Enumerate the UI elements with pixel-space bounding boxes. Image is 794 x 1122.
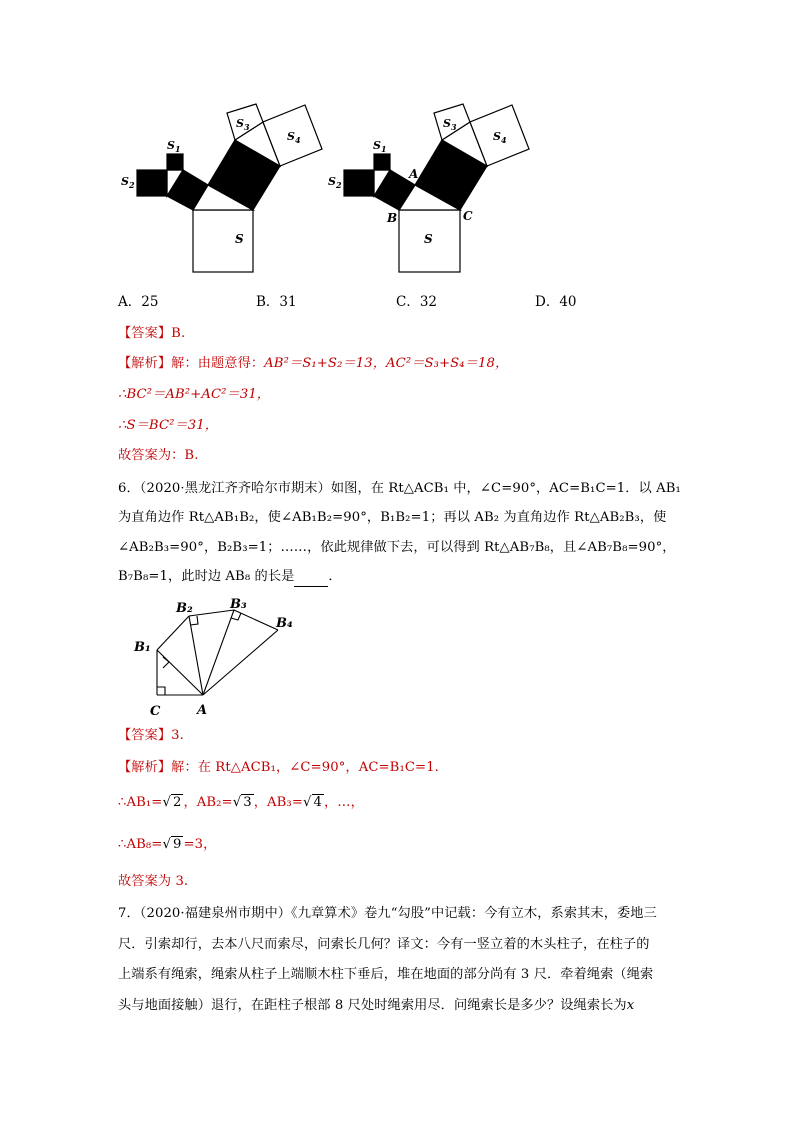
q5-analysis-label: 【解析】 <box>118 356 172 371</box>
svg-text:S <box>424 232 433 246</box>
q6-analysis-label: 【解析】 <box>118 760 172 775</box>
label-s: S <box>235 232 244 246</box>
sqrt-sign: √ <box>162 837 171 852</box>
label-b: B <box>387 211 398 225</box>
q6-eq1-prefix: ∴AB₁= <box>118 795 163 810</box>
q6-line2: 为直角边作 Rt△AB₁B₂，使∠AB₁B₂=90°，B₁B₂=1；再以 AB₂ 为直角边作 Rt△AB₂B₃，使 <box>118 510 667 525</box>
q7-line3: 上端系有绳索，绳索从柱子上端顺木柱下垂后，堆在地面的部分尚有 3 尺．牵着绳索（绳索 <box>118 967 654 982</box>
q6-eq2-prefix: ∴AB₈= <box>118 837 163 852</box>
label-c: C <box>150 704 161 719</box>
q7-line4-text: 头与地面接触）退行，在距柱子根部 8 尺处时绳索用尽．问绳索长是多少？设绳索长为 <box>118 998 627 1013</box>
q6-eq2 <box>118 835 216 855</box>
q6-line4-text: B₇B₈=1，此时边 AB₈ 的长是 <box>118 569 295 584</box>
q5-answer: 【答案】B. <box>118 326 186 341</box>
label-s2: S <box>328 175 336 188</box>
q6-eq1-mid2: ，AB₃= <box>253 795 303 810</box>
svg-text:S2 <box>328 175 342 190</box>
q5-eq3: ∴S＝BC²＝31， <box>118 418 219 433</box>
sqrt-4: 4 <box>313 795 322 810</box>
q6-line1: 6．（2020·黑龙江齐齐哈尔市期末）如图，在 Rt△ACB₁ 中，∠C=90°，AC=B₁C=1．以 AB₁ <box>118 481 681 496</box>
label-s1-sub: 1 <box>174 144 181 154</box>
label-s2: S <box>121 175 129 188</box>
q5-conclusion: 故答案为：B. <box>118 448 199 463</box>
sqrt-sign: √ <box>232 795 242 810</box>
sqrt-2: 2 <box>172 795 182 810</box>
label-s2-sub: 2 <box>128 180 135 190</box>
q7-line4 <box>118 996 634 1016</box>
spiral-triangles-figure <box>130 598 305 720</box>
label-s2-sub: 2 <box>335 180 342 190</box>
label-a: A <box>409 167 419 181</box>
q6-conclusion: 故答案为 3. <box>118 874 189 889</box>
q6-eq1 <box>118 793 364 813</box>
option-a: A．25 <box>118 294 159 310</box>
label-s4-sub: 4 <box>294 135 301 145</box>
answer-blank <box>294 572 328 587</box>
q6-eq1-mid1: ，AB₂= <box>183 795 233 810</box>
option-d: D．40 <box>535 294 577 310</box>
option-c: C．32 <box>396 294 438 310</box>
svg-text:S <box>235 232 244 246</box>
q5-eq1: AB²＝S₁+S₂＝13，AC²＝S₃+S₄＝18， <box>264 356 509 371</box>
label-s3-sub: 3 <box>450 122 457 132</box>
sqrt-sign: √ <box>162 795 171 810</box>
label-b4: B₄ <box>276 616 293 631</box>
label-s: S <box>424 232 433 246</box>
label-s4: S <box>493 130 501 143</box>
sqrt-sign: √ <box>302 795 312 810</box>
q6-answer: 【答案】3. <box>118 728 184 743</box>
q7-variable: x <box>626 998 635 1013</box>
q6-analysis-text: 解：在 Rt△ACB₁，∠C=90°，AC=B₁C=1. <box>171 760 439 775</box>
label-b1: B₁ <box>134 640 151 655</box>
label-s4: S <box>287 130 295 143</box>
q6-eq2-end: =3， <box>183 837 217 852</box>
label-c: C <box>463 209 473 223</box>
label-s1: S <box>167 139 175 152</box>
q6-analysis <box>118 758 439 778</box>
q7-line1: 7．（2020·福建泉州市期中）《九章算术》卷九“勾股”中记载：今有立木，系索其末，委地三 <box>118 906 657 921</box>
label-s1-sub: 1 <box>380 144 387 154</box>
q6-line3: ∠AB₂B₃=90°，B₂B₃=1；……，依此规律做下去，可以得到 Rt△AB₇B₈，且∠AB₇B₈=90°， <box>118 540 676 555</box>
label-s3: S <box>236 117 244 130</box>
q6-eq1-end: ，…， <box>324 795 364 810</box>
label-s4-sub: 4 <box>500 135 507 145</box>
q7-line2: 尺．引索却行，去本八尺而索尽，问索长几何？译文：今有一竖立着的木头柱子，在柱子的 <box>118 937 650 952</box>
label-b2: B₂ <box>176 601 193 616</box>
q5-eq2: ∴BC²＝AB²+AC²＝31， <box>118 387 271 402</box>
svg-text:S2 <box>121 175 135 190</box>
label-s3-sub: 3 <box>243 122 250 132</box>
q5-analysis-text: 解：由题意得： <box>171 356 265 371</box>
svg-text:S1 <box>167 139 181 154</box>
svg-text:S1 <box>373 139 387 154</box>
label-a: A <box>197 703 208 718</box>
sqrt-3: 3 <box>243 795 252 810</box>
q6-line4-end: ． <box>328 569 342 584</box>
label-b3: B₃ <box>230 598 247 612</box>
label-s3: S <box>443 117 451 130</box>
pythagoras-figure-left <box>115 100 325 275</box>
pythagoras-figure-right <box>325 100 540 275</box>
sqrt-9: 9 <box>172 837 182 852</box>
label-s1: S <box>373 139 381 152</box>
option-b: B．31 <box>256 294 297 310</box>
q6-line4 <box>118 567 342 587</box>
q5-analysis <box>118 354 508 374</box>
